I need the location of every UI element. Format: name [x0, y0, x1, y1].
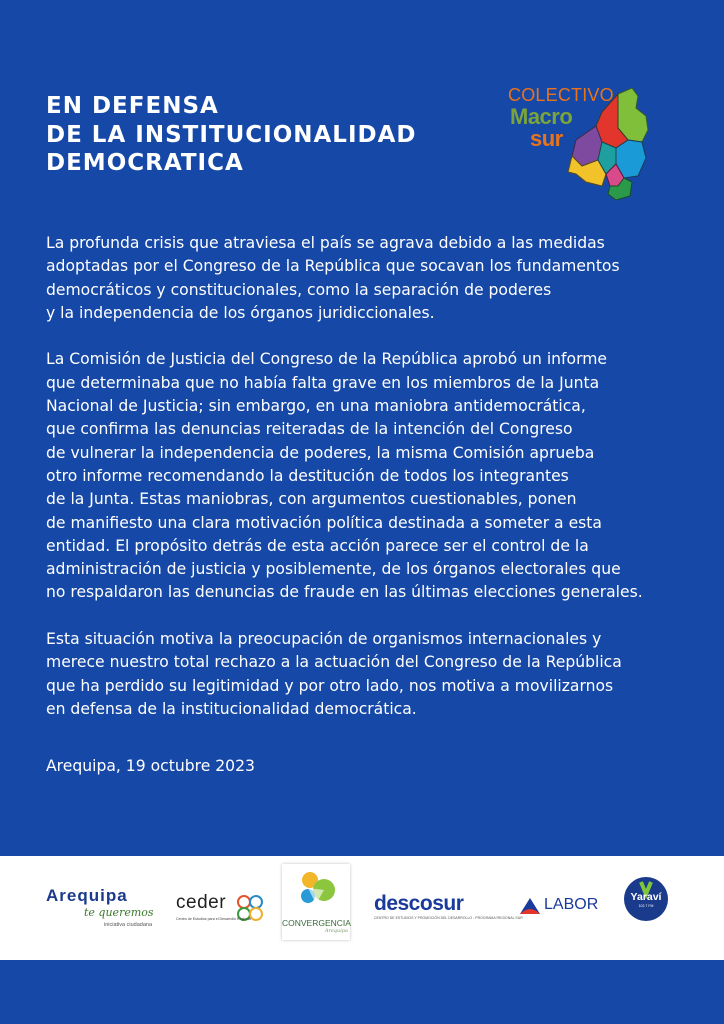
sponsor-sub: CENTRO DE ESTUDIOS Y PROMOCIÓN DEL DESARROLLO - PROGRAMA REGIONAL SUR	[374, 916, 523, 920]
yaravi-logo	[623, 876, 669, 922]
sponsor-strip	[0, 856, 724, 960]
paragraph-line: adoptadas por el Congreso de la República que socavan los fundamentos	[46, 257, 620, 276]
paragraph-line: Esta situación motiva la preocupación de organismos internacionales y	[46, 630, 602, 649]
paragraph-line: de vulnerar la independencia de poderes, la misma Comisión aprueba	[46, 443, 595, 462]
paragraph	[46, 348, 686, 604]
convergencia-logo	[282, 864, 350, 940]
statement-body	[46, 232, 686, 745]
paragraph-line: que confirma las denuncias reiteradas de la intención del Congreso	[46, 420, 573, 439]
title-line: DE LA INSTITUCIONALIDAD	[46, 121, 417, 148]
sponsor-sub: 102.7 FM	[638, 904, 654, 908]
paragraph-line: que ha perdido su legitimidad y por otro lado, nos motiva a movilizarnos	[46, 676, 614, 695]
colectivo-macrosur-logo	[506, 82, 656, 204]
sponsor-name: descosur	[374, 892, 464, 915]
convergencia-mark-icon	[282, 864, 350, 918]
title-line: DEMOCRATICA	[46, 150, 244, 176]
sponsor-name: Yaraví	[630, 891, 662, 903]
paragraph-line: de manifiesto una clara motivación política destinada a someter a esta	[46, 513, 602, 532]
page-title	[46, 92, 417, 178]
descosur-logo	[374, 892, 523, 924]
sponsor-sub: Arequipa	[324, 928, 348, 934]
logo-line-sur: sur	[530, 126, 563, 151]
paragraph-line: La profunda crisis que atraviesa el país se agrava debido a las medidas	[46, 234, 605, 252]
paragraph-line: que determinaba que no había falta grave en los miembros de la Junta	[46, 373, 600, 392]
paragraph-line: La Comisión de Justicia del Congreso de la República aprobó un informe	[46, 350, 607, 369]
sponsor-name: ceder	[176, 892, 227, 913]
paragraph-line: entidad. El propósito detrás de esta acción parece ser el control de la	[46, 536, 589, 555]
paragraph-line: merece nuestro total rechazo a la actuación del Congreso de la República	[46, 653, 622, 672]
sponsor-name: LABOR	[544, 896, 599, 913]
logo-line-colectivo: COLECTIVO	[508, 85, 614, 105]
paragraph-line: no respaldaron las denuncias de fraude en las últimas elecciones generales.	[46, 583, 643, 602]
paragraph-line: otro informe recomendando la destitución de todos los integrantes	[46, 466, 569, 485]
paragraph-line: Nacional de Justicia; sin embargo, en una maniobra antidemocrática,	[46, 397, 586, 416]
paragraph-line: de la Junta. Estas maniobras, con argumentos cuestionables, ponen	[46, 490, 577, 509]
paragraph	[46, 628, 686, 721]
labor-logo	[518, 894, 602, 918]
sponsor-sub: Centro de Estudios para el Desarrollo Regional	[176, 917, 252, 921]
paragraph-line: administración de justicia y posiblemente, de los órganos electorales que	[46, 560, 621, 579]
paragraph-line: en defensa de la institucionalidad democrática.	[46, 699, 417, 718]
paragraph-line: y la independencia de los órganos juridiccionales.	[46, 303, 435, 322]
date-line: Arequipa, 19 octubre 2023	[46, 757, 255, 775]
labor-mark-icon	[518, 896, 542, 916]
paragraph-line: democráticos y constitucionales, como la separación de poderes	[46, 280, 552, 299]
paragraph	[46, 232, 686, 325]
sponsor-tagline: te queremos	[84, 906, 154, 919]
logo-line-macro: Macro	[510, 104, 573, 129]
sponsor-name: Arequipa	[46, 886, 128, 905]
arequipa-te-queremos-logo	[46, 886, 158, 934]
sponsor-name: CONVERGENCIA	[282, 918, 351, 928]
ceder-logo	[176, 892, 268, 932]
title-line: EN DEFENSA	[46, 93, 219, 119]
sponsor-sub: iniciativa ciudadana	[104, 922, 153, 928]
